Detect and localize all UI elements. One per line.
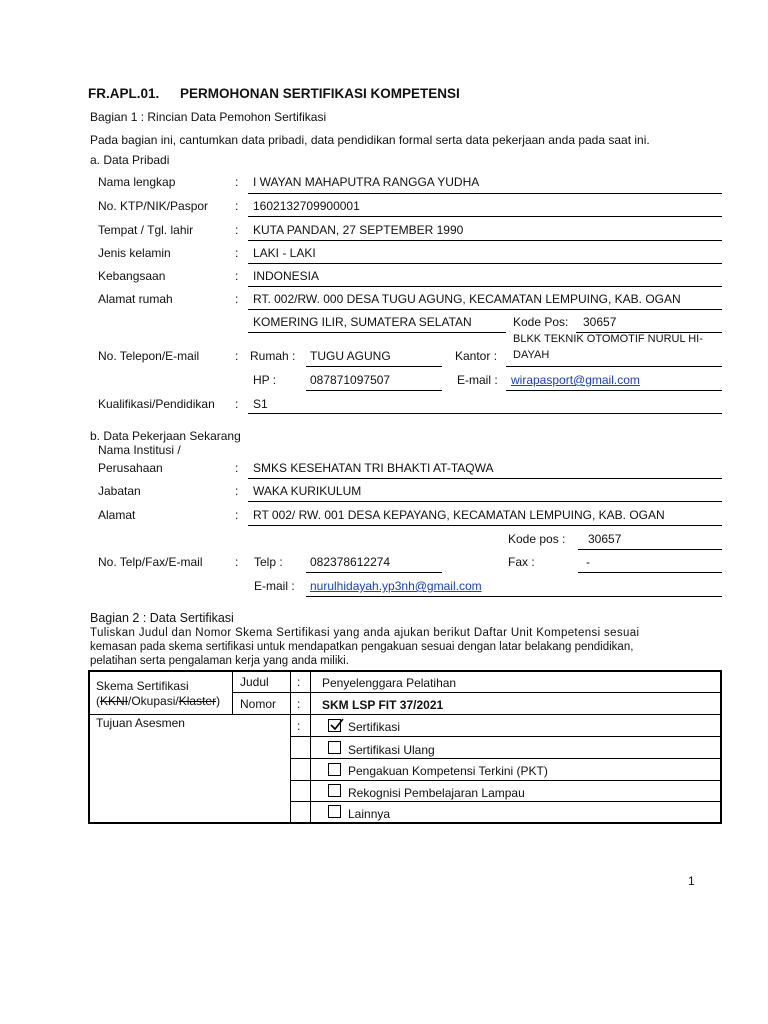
purpose-label: Tujuan Asesmen	[96, 716, 185, 730]
section2-title: Bagian 2 : Data Sertifikasi	[90, 611, 234, 625]
gender-label: Jenis kelamin	[98, 246, 171, 260]
title-value[interactable]: Penyelenggara Pelatihan	[322, 676, 457, 690]
table-colon: :	[297, 719, 301, 733]
qualification-value[interactable]: S1	[253, 397, 268, 411]
gender-value[interactable]: LAKI - LAKI	[253, 246, 316, 260]
birth-value[interactable]: KUTA PANDAN, 27 SEPTEMBER 1990	[253, 223, 464, 237]
colon: :	[235, 484, 239, 498]
address-line2[interactable]: KOMERING ILIR, SUMATERA SELATAN	[253, 315, 472, 329]
form-title: PERMOHONAN SERTIFIKASI KOMPETENSI	[180, 86, 460, 101]
row-divider-1	[232, 692, 720, 693]
scheme-sub-klaster: Klaster	[178, 694, 217, 708]
nationality-value[interactable]: INDONESIA	[253, 269, 320, 283]
page-number: 1	[688, 874, 695, 888]
email-label: E-mail :	[457, 373, 498, 387]
id-underline	[248, 216, 722, 217]
purpose-label-sertifikasi-ulang: Sertifikasi Ulang	[348, 743, 435, 757]
work-email-link[interactable]: nurulhidayah.yp3nh@gmail.com	[310, 579, 482, 593]
home-value[interactable]: TUGU AGUNG	[310, 349, 391, 363]
table-colon: :	[297, 697, 301, 711]
hp-underline	[306, 390, 442, 391]
work-postal-value[interactable]: 30657	[588, 532, 622, 546]
purpose-label-lainnya: Lainnya	[348, 807, 391, 821]
checkmark-icon	[329, 717, 345, 733]
position-value[interactable]: WAKA KURIKULUM	[253, 484, 362, 498]
qualification-underline	[248, 413, 722, 414]
purpose-label-pkt: Pengakuan Kompetensi Terkini (PKT)	[348, 764, 548, 778]
institution-underline	[248, 478, 722, 479]
full-name-underline	[248, 193, 722, 194]
fax-label: Fax :	[508, 555, 535, 569]
colon: :	[235, 397, 239, 411]
colon: :	[235, 246, 239, 260]
address-underline-2	[248, 332, 506, 333]
colon: :	[235, 223, 239, 237]
hp-value[interactable]: 087871097507	[310, 373, 391, 387]
row-divider-5	[290, 780, 720, 781]
address-label: Alamat rumah	[98, 292, 173, 306]
col-divider-3	[310, 672, 311, 822]
fax-value[interactable]: -	[586, 555, 590, 569]
institution-label-2: Perusahaan	[98, 461, 163, 475]
colon: :	[235, 175, 239, 189]
office-label: Kantor :	[455, 349, 498, 363]
qualification-label: Kualifikasi/Pendidikan	[98, 397, 215, 411]
section2-instructions-2: kemasan pada skema sertifikasi untuk mendapatkan pengakuan sesuai dengan latar belakang pendidikan,	[90, 641, 634, 653]
section1-title: Bagian 1 : Rincian Data Pemohon Sertifikasi	[90, 110, 327, 124]
col-divider-2	[290, 672, 291, 822]
purpose-label-sertifikasi: Sertifikasi	[348, 720, 401, 734]
office-value-line1[interactable]: BLKK TEKNIK OTOMOTIF NURUL HI-	[513, 333, 703, 345]
work-address-value[interactable]: RT 002/ RW. 001 DESA KEPAYANG, KECAMATAN LEMPUING, KAB. OGAN	[253, 508, 665, 522]
full-name-label: Nama lengkap	[98, 175, 176, 189]
work-email-underline	[306, 596, 722, 597]
id-label: No. KTP/NIK/Paspor	[98, 199, 209, 213]
table-colon: :	[297, 675, 301, 689]
purpose-checkbox-rpl[interactable]	[328, 784, 341, 797]
colon: :	[235, 199, 239, 213]
certification-table	[88, 670, 722, 824]
section2-instructions-1: Tuliskan Judul dan Nomor Skema Sertifikasi yang anda ajukan berikut Daftar Unit Kompetensi sesuai	[90, 627, 640, 639]
personal-heading: a. Data Pribadi	[90, 153, 170, 167]
number-label: Nomor	[240, 697, 277, 711]
row-divider-2	[90, 714, 720, 715]
home-label: Rumah :	[250, 349, 296, 363]
institution-value[interactable]: SMKS KESEHATAN TRI BHAKTI AT-TAQWA	[253, 461, 494, 475]
full-name-value[interactable]: I WAYAN MAHAPUTRA RANGGA YUDHA	[253, 175, 480, 189]
scheme-sublabel	[96, 694, 220, 708]
form-code: FR.APL.01.	[88, 86, 160, 101]
scheme-sub-okupasi: /Okupasi/	[128, 694, 179, 708]
work-email-label: E-mail :	[254, 579, 295, 593]
work-phone-label: Telp :	[254, 555, 283, 569]
work-contact-label: No. Telp/Fax/E-mail	[98, 555, 203, 569]
work-address-underline	[248, 525, 722, 526]
purpose-checkbox-sertifikasi[interactable]	[328, 719, 341, 732]
position-underline	[248, 501, 722, 502]
hp-label: HP :	[253, 373, 277, 387]
work-postal-label: Kode pos :	[508, 532, 566, 546]
fax-underline	[578, 572, 722, 573]
col-divider-1	[232, 672, 233, 714]
email-underline	[506, 390, 722, 391]
address-line1[interactable]: RT. 002/RW. 000 DESA TUGU AGUNG, KECAMATAN LEMPUING, KAB. OGAN	[253, 292, 681, 306]
colon: :	[235, 269, 239, 283]
work-phone-underline	[306, 572, 442, 573]
scheme-label: Skema Sertifikasi	[96, 679, 189, 693]
nationality-underline	[248, 286, 722, 287]
id-value[interactable]: 1602132709900001	[253, 199, 360, 213]
purpose-checkbox-pkt[interactable]	[328, 763, 341, 776]
work-heading: b. Data Pekerjaan Sekarang	[90, 429, 241, 443]
row-divider-3	[290, 736, 720, 737]
colon: :	[235, 349, 239, 363]
postal-label: Kode Pos:	[513, 315, 569, 329]
home-underline	[306, 366, 442, 367]
work-phone-value[interactable]: 082378612274	[310, 555, 391, 569]
row-divider-6	[290, 801, 720, 802]
birth-underline	[248, 240, 722, 241]
institution-label-1: Nama Institusi /	[98, 443, 181, 457]
purpose-label-rpl: Rekognisi Pembelajaran Lampau	[348, 786, 525, 800]
birth-label: Tempat / Tgl. lahir	[98, 223, 194, 237]
purpose-checkbox-lainnya[interactable]	[328, 805, 341, 818]
section1-intro: Pada bagian ini, cantumkan data pribadi, data pendidikan formal serta data pekerjaan anda pada saat ini.	[90, 133, 650, 147]
phone-label: No. Telepon/E-mail	[98, 349, 200, 363]
colon: :	[235, 461, 239, 475]
nationality-label: Kebangsaan	[98, 269, 166, 283]
address-underline-1	[248, 309, 722, 310]
row-divider-4	[290, 758, 720, 759]
section2-instructions-3: pelatihan serta pengalaman kerja yang anda miliki.	[90, 655, 349, 667]
colon: :	[235, 508, 239, 522]
email-link[interactable]: wirapasport@gmail.com	[511, 373, 640, 387]
office-value-line2[interactable]: DAYAH	[513, 349, 550, 361]
scheme-sub-kkni: KKNI	[100, 694, 129, 708]
postal-value[interactable]: 30657	[583, 315, 617, 329]
title-label: Judul	[240, 675, 269, 689]
scheme-sub-open: (	[96, 694, 100, 708]
work-address-label: Alamat	[98, 508, 136, 522]
purpose-checkbox-sertifikasi-ulang[interactable]	[328, 741, 341, 754]
scheme-sub-close: )	[216, 694, 221, 708]
colon: :	[235, 292, 239, 306]
position-label: Jabatan	[98, 484, 141, 498]
office-underline	[506, 366, 722, 367]
number-value[interactable]: SKM LSP FIT 37/2021	[322, 698, 444, 712]
gender-underline	[248, 263, 722, 264]
work-postal-underline	[578, 549, 722, 550]
colon: :	[235, 555, 239, 569]
